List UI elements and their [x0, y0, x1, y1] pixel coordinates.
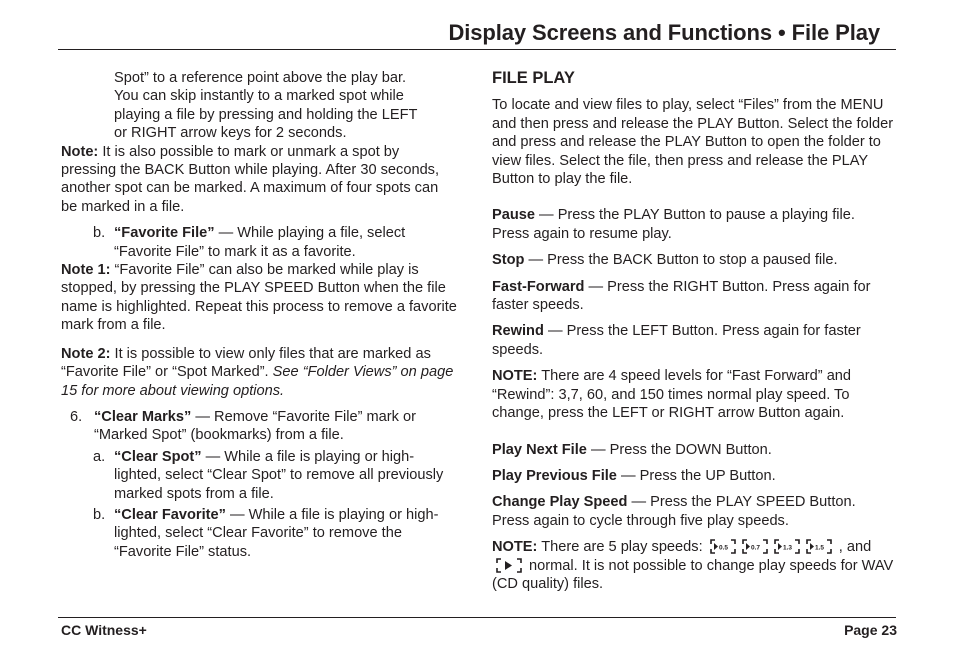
stop-instruction: Stop — Press the BACK Button to stop a paused file.	[492, 252, 838, 269]
footer-rule	[58, 617, 896, 618]
list-item-clear-favorite: b. “Clear Favorite” — While a file is playing or high-lighted, select “Clear Favorite” to remove the “Favorite File” status.	[93, 506, 439, 560]
continued-paragraph	[61, 69, 457, 143]
fast-forward-instruction: Fast-Forward — Press the RIGHT Button. Press again for faster speeds.	[492, 278, 871, 314]
continued-line: playing a file by pressing and holding the LEFT	[114, 106, 418, 123]
speed-0.5x-icon	[710, 539, 736, 554]
right-column	[492, 69, 896, 593]
list-item-clear-spot: a. “Clear Spot” — While a file is playing or high-lighted, select “Clear Spot” to remove all previously marked spots from a file.	[93, 448, 444, 502]
footer-page-number: Page 23	[844, 622, 897, 638]
play-previous-instruction: Play Previous File — Press the UP Button.	[492, 467, 776, 484]
list-item-clear-marks: 6. “Clear Marks” — Remove “Favorite File” mark or “Marked Spot” (bookmarks) from a file.	[70, 408, 416, 444]
continued-line: or RIGHT arrow keys for 2 seconds.	[114, 125, 347, 142]
list-item-favorite-file: b. “Favorite File” — While playing a file, select “Favorite File” to mark it as a favorite.	[93, 225, 406, 260]
section-heading: FILE PLAY	[492, 69, 575, 87]
note-2: Note 2: It is possible to view only files that are marked as “Favorite File” or “Spot Marked”. See “Folder Views” on page 15 for more about viewing options.	[61, 345, 454, 399]
pause-instruction: Pause — Press the PLAY Button to pause a playing file. Press again to resume play.	[492, 207, 855, 242]
left-column	[61, 69, 457, 561]
page-title: Display Screens and Functions • File Play	[448, 20, 880, 45]
continued-line: You can skip instantly to a marked spot while	[114, 88, 404, 105]
rewind-instruction: Rewind — Press the LEFT Button. Press again for faster speeds.	[492, 323, 861, 358]
speed-1.5x-icon	[806, 539, 832, 554]
speed-0.7x-icon	[742, 539, 768, 554]
continued-line: Spot” to a reference point above the play bar.	[114, 70, 407, 86]
play-next-instruction: Play Next File — Press the DOWN Button.	[492, 441, 772, 458]
svg-text:1.3: 1.3	[782, 544, 792, 552]
change-speed-instruction: Change Play Speed — Press the PLAY SPEED Button. Press again to cycle through five play speeds.	[492, 494, 856, 529]
intro-paragraph: To locate and view files to play, select “Files” from the MENU and then press and release the PLAY Button. Select the folder and press and release the PLAY Button to open the folder to view files. Select the file, then press and release the PLAY Button to play the file.	[492, 97, 894, 188]
speed-normal-icon	[496, 558, 522, 573]
play-speeds-note: NOTE: There are 5 play speeds: 0.5 0.7 1.3 1.5 , and normal. It is not possible to change play speeds for WAV (CD quality) files.	[492, 539, 894, 592]
speed-levels-note: NOTE: There are 4 speed levels for “Fast Forward” and “Rewind”: 3,7, 60, and 150 times normal play speed. To change, press the LEFT or RIGHT arrow Button again.	[492, 368, 852, 422]
note-mark-spot: Note: It is also possible to mark or unmark a spot by pressing the BACK Button while playing. After 30 seconds, another spot can be marked. A maximum of four spots can be marked in a file.	[61, 143, 440, 215]
svg-text:1.5: 1.5	[814, 544, 824, 552]
note-1: Note 1: “Favorite File” can also be marked while play is stopped, by pressing the PLAY SPEED Button when the file name is highlighted. Repeat this process to remove a favorite mark from a file.	[61, 262, 457, 334]
svg-text:0.7: 0.7	[750, 544, 760, 552]
footer-product-name: CC Witness+	[61, 622, 147, 638]
svg-text:0.5: 0.5	[718, 544, 728, 552]
speed-1.3x-icon	[774, 539, 800, 554]
header-rule	[58, 49, 896, 50]
